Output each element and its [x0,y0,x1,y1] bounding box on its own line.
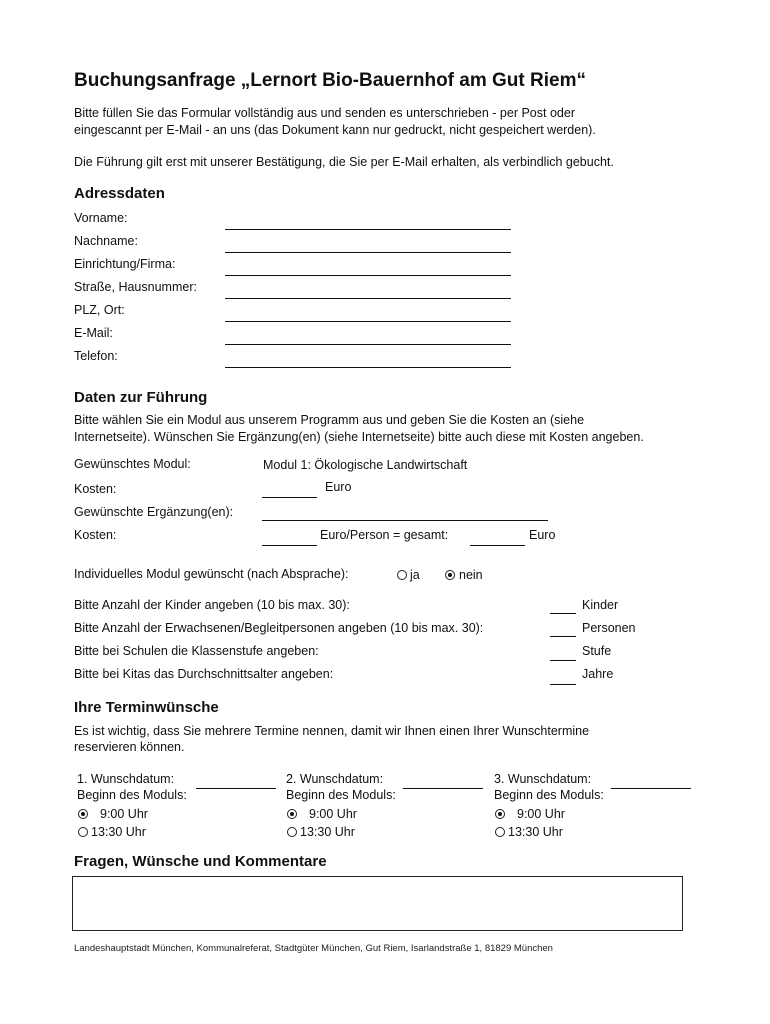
date3-0900-label: 9:00 Uhr [517,807,565,821]
individual-yes-label: ja [410,568,420,582]
date2-label: 2. Wunschdatum: [286,772,384,786]
tour-heading: Daten zur Führung [74,389,208,406]
date3-0900-radio[interactable] [495,809,505,819]
date1-1330-radio[interactable] [78,827,88,837]
age-input-line[interactable] [550,684,576,685]
date2-1330-label: 13:30 Uhr [300,825,355,839]
field-label-phone: Telefon: [74,349,118,363]
count-label-adults: Bitte Anzahl der Erwachsenen/Begleitpersonen angeben (10 bis max. 30): [74,621,484,635]
comments-heading: Fragen, Wünsche und Kommentare [74,853,327,870]
date3-start-label: Beginn des Moduls: [494,788,604,802]
intro-text-line3: Die Führung gilt erst mit unserer Bestätigung, die Sie per E-Mail erhalten, als verbindlich gebucht. [74,155,614,169]
count-unit-grade: Stufe [582,644,612,658]
date1-start-label: Beginn des Moduls: [77,788,187,802]
date3-1330-radio[interactable] [495,827,505,837]
count-unit-adults: Personen [582,621,636,635]
cost-unit: Euro [325,480,352,494]
individual-no-label: nein [459,568,483,582]
intro-text-line2: eingescannt per E-Mail - an uns (das Dokument kann nur gedruckt, nicht gespeichert werden). [74,123,596,137]
individual-yes-radio[interactable] [397,570,407,580]
extension-label: Gewünschte Ergänzung(en): [74,505,234,519]
organization-input-line[interactable] [225,275,511,276]
date3-1330-label: 13:30 Uhr [508,825,563,839]
comments-textarea[interactable] [72,876,683,931]
dates-desc-line2: reservieren können. [74,740,185,754]
cost-label: Kosten: [74,482,117,496]
count-label-children: Bitte Anzahl der Kinder angeben (10 bis max. 30): [74,598,350,612]
intro-text-line1: Bitte füllen Sie das Formular vollständig aus und senden es unterschrieben - per Post oder [74,106,575,120]
count-unit-children: Kinder [582,598,619,612]
date2-0900-radio[interactable] [287,809,297,819]
footer-address: Landeshauptstadt München, Kommunalreferat, Stadtgüter München, Gut Riem, Isarlandstraße 1, 81829 München [74,943,553,954]
individual-no-radio[interactable] [445,570,455,580]
date1-label: 1. Wunschdatum: [77,772,175,786]
field-label-lastname: Nachname: [74,234,138,248]
cost2-total-unit: Euro [529,528,556,542]
cost2-unit: Euro/Person = gesamt: [320,528,449,542]
date3-input-line[interactable] [611,788,691,789]
date2-1330-radio[interactable] [287,827,297,837]
page-title: Buchungsanfrage „Lernort Bio-Bauernhof am Gut Riem“ [74,70,586,91]
date1-input-line[interactable] [196,788,276,789]
cost2-label: Kosten: [74,528,117,542]
dates-heading: Ihre Terminwünsche [74,699,219,716]
date1-1330-label: 13:30 Uhr [91,825,146,839]
firstname-input-line[interactable] [225,229,511,230]
phone-input-line[interactable] [225,367,511,368]
street-input-line[interactable] [225,298,511,299]
module-label: Gewünschtes Modul: [74,457,191,471]
address-heading: Adressdaten [74,185,165,202]
tour-desc-line2: Internetseite). Wünschen Sie Ergänzung(en) (siehe Internetseite) bitte auch diese mit Kosten angeben. [74,430,644,444]
count-unit-age: Jahre [582,667,614,681]
dates-desc-line1: Es ist wichtig, dass Sie mehrere Termine nennen, damit wir Ihnen einen Ihrer Wunschtermine [74,724,590,738]
tour-desc-line1: Bitte wählen Sie ein Modul aus unserem Programm aus und geben Sie die Kosten an (siehe [74,413,585,427]
count-label-age: Bitte bei Kitas das Durchschnittsalter angeben: [74,667,334,681]
date3-label: 3. Wunschdatum: [494,772,592,786]
field-label-street: Straße, Hausnummer: [74,280,197,294]
individual-module-label: Individuelles Modul gewünscht (nach Absprache): [74,567,349,581]
date2-0900-label: 9:00 Uhr [309,807,357,821]
children-count-input-line[interactable] [550,613,576,614]
date2-input-line[interactable] [403,788,483,789]
field-label-firstname: Vorname: [74,211,128,225]
field-label-city: PLZ, Ort: [74,303,125,317]
email-input-line[interactable] [225,344,511,345]
grade-input-line[interactable] [550,660,576,661]
module-value[interactable]: Modul 1: Ökologische Landwirtschaft [263,458,468,472]
date1-0900-radio[interactable] [78,809,88,819]
cost-input-line[interactable] [262,497,317,498]
cost2-total-input-line[interactable] [470,545,525,546]
date1-0900-label: 9:00 Uhr [100,807,148,821]
city-input-line[interactable] [225,321,511,322]
field-label-email: E-Mail: [74,326,113,340]
count-label-grade: Bitte bei Schulen die Klassenstufe angeben: [74,644,319,658]
date2-start-label: Beginn des Moduls: [286,788,396,802]
field-label-organization: Einrichtung/Firma: [74,257,176,271]
extension-input-line[interactable] [262,520,548,521]
lastname-input-line[interactable] [225,252,511,253]
adults-count-input-line[interactable] [550,636,576,637]
cost2-per-person-input-line[interactable] [262,545,317,546]
